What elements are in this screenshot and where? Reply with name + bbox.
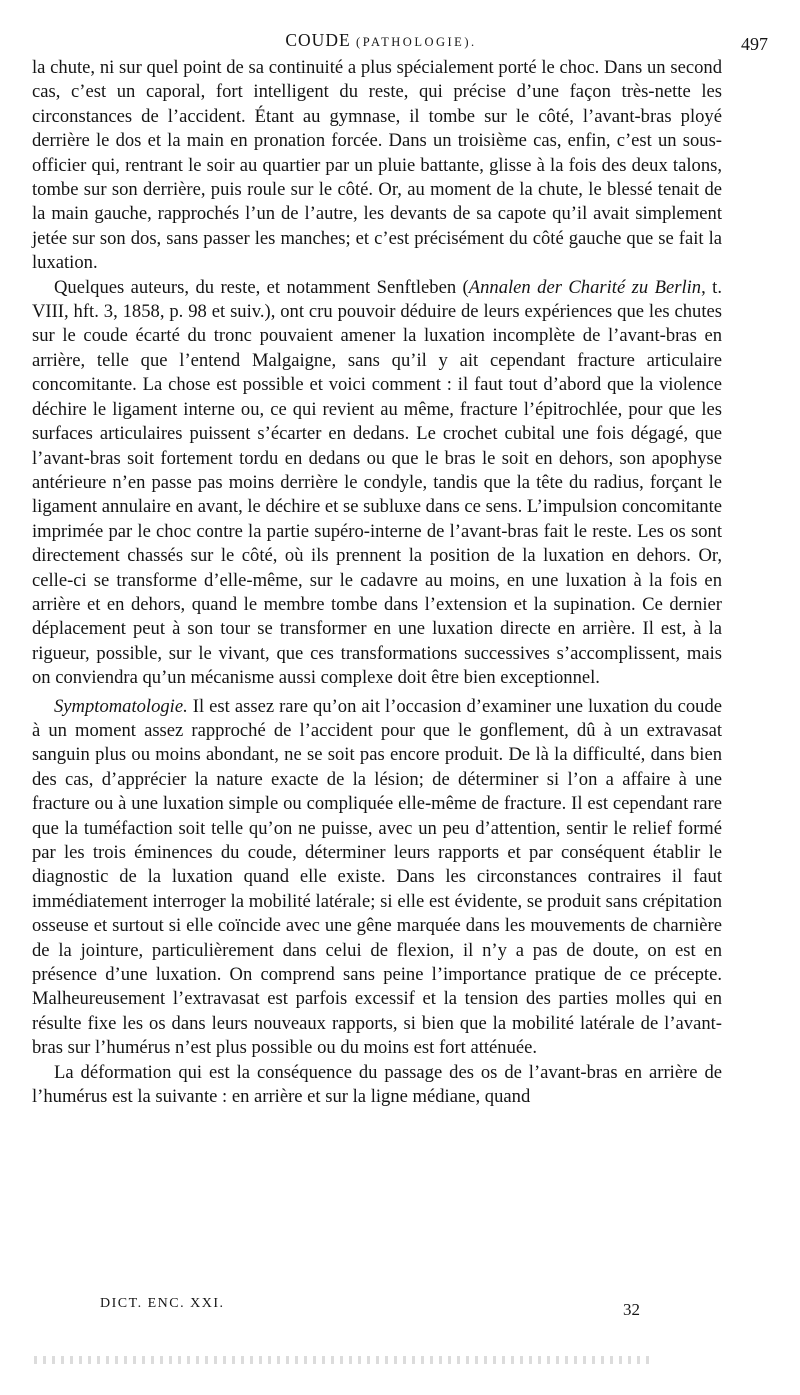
page-number: 497 (741, 34, 768, 54)
running-title-sub: (PATHOLOGIE). (356, 35, 477, 49)
show-through-line (34, 1356, 654, 1364)
text-run: Il est assez rare qu’on ait l’occasion d’examiner une luxation du coude à un moment assez rapproché de l’accident pour que le gonflement, dû à un extravasat sanguin plus ou moins abondant, ne se soit pas encore produit. De là la difficulté, dans bien des cas, d’apprécier la nature exacte de la lésion; de déterminer si l’on a affaire à une fracture ou à une luxation simple ou compliquée elle-même de fracture. Il est cependant rare que la tuméfaction soit telle qu’on ne puisse, avec un peu d’attention, sentir le relief formé par les trois éminences du coude, déterminer leurs rapports et par conséquent établir le diagnostic de la luxation quand elle existe. Dans les circonstances contraires il faut immédiatement interroger la mobilité latérale; si elle est évidente, se produit sans crépitation osseuse et surtout si elle coïncide avec une gêne marquée dans les mouvements de charnière de la jointure, particulièrement dans celui de flexion, il n’y a pas de doute, on est en présence d’une luxation. On comprend sans peine l’importance pratique de ce précepte. Malheureusement l’extravasat est parfois excessif et la tension des parties molles qui en résulte fixe les os dans leurs nouveaux rapports, si bien que la mobilité latérale de l’avant-bras sur l’humérus n’est plus possible ou du moins est fort atténuée. (32, 695, 722, 1059)
paragraph-p2 (32, 276, 722, 691)
running-header (32, 28, 768, 58)
text-run: , t. VIII, hft. 3, 1858, p. 98 et suiv.), ont cru pouvoir déduire de leurs expériences que les chutes sur le coude écarté du tronc pouvaient amener la luxation incomplète de l’avant-bras en arrière, telle que l’entend Malgaigne, sans qu’il y ait cependant fracture articulaire concomitante. La chose est possible et voici comment : il faut tout d’abord que la violence déchire le ligament interne ou, ce qui revient au même, fracture l’épitrochlée, pour que les surfaces articulaires puissent s’écarter en dedans. Le crochet cubital une fois dégagé, que l’avant-bras soit fortement tordu en dedans ou que le bras le soit en dehors, son apophyse antérieure n’en passe pas moins derrière le condyle, tandis que la tête du radius, forçant le ligament annulaire en avant, le déchire et se subluxe dans ce sens. L’impulsion concomitante imprimée par le choc contre la partie supéro-interne de l’avant-bras fait le reste. Les os sont directement chassés sur le côté, où ils prennent la position de la luxation en dehors. Or, celle-ci se transforme d’elle-même, sur le cadavre au moins, en une luxation à la fois en arrière et en dehors, quand le membre tombe dans l’extension et la supination. Ce dernier déplacement peut à son tour se transformer en une luxation directe en arrière. Il est, à la rigueur, possible, sur le vivant, que ces transformations successives s’accomplissent, mais on conviendra qu’un mécanisme aussi complexe doit être bien exceptionnel. (32, 276, 722, 689)
italic-text: Annalen der Charité zu Berlin (468, 276, 702, 298)
body-text (32, 56, 722, 1109)
paragraph-p1 (32, 56, 722, 276)
italic-text: Symptomatologie. (54, 695, 188, 717)
printer-signature: DICT. ENC. XXI. (100, 1296, 225, 1311)
text-run: Quelques auteurs, du reste, et notamment Senftleben ( (54, 276, 469, 298)
text-run: la chute, ni sur quel point de sa continuité a plus spécialement porté le choc. Dans un second cas, c’est un caporal, fort intelligent du reste, qui précise d’une façon très-nette les circonstances de l’accident. Étant au gymnase, il tombe sur le côté, l’avant-bras ployé derrière le dos et la main en pronation forcée. Dans un troisième cas, enfin, c’est un sous-officier qui, rentrant le soir au quartier par un pluie battante, glisse à la fois des deux talons, tombe sur son derrière, puis roule sur le côté. Or, au moment de la chute, le blessé tenait de la main gauche, rapprochés l’un de l’autre, les devants de sa capote qu’il avait simplement jetée sur son dos, sans passer les manches; et c’est précisément du côté gauche que se fait la luxation. (32, 57, 722, 274)
paragraph-p4 (32, 1061, 722, 1110)
running-title (32, 30, 730, 51)
running-title-main: COUDE (285, 30, 351, 50)
text-run: La déformation qui est la conséquence du passage des os de l’avant-bras en arrière de l’humérus est la suivante : en arrière et sur la ligne médiane, quand (32, 1061, 722, 1108)
page-footer (100, 1296, 640, 1320)
sheet-number: 32 (623, 1300, 640, 1319)
paragraph-p3 (32, 695, 722, 1061)
